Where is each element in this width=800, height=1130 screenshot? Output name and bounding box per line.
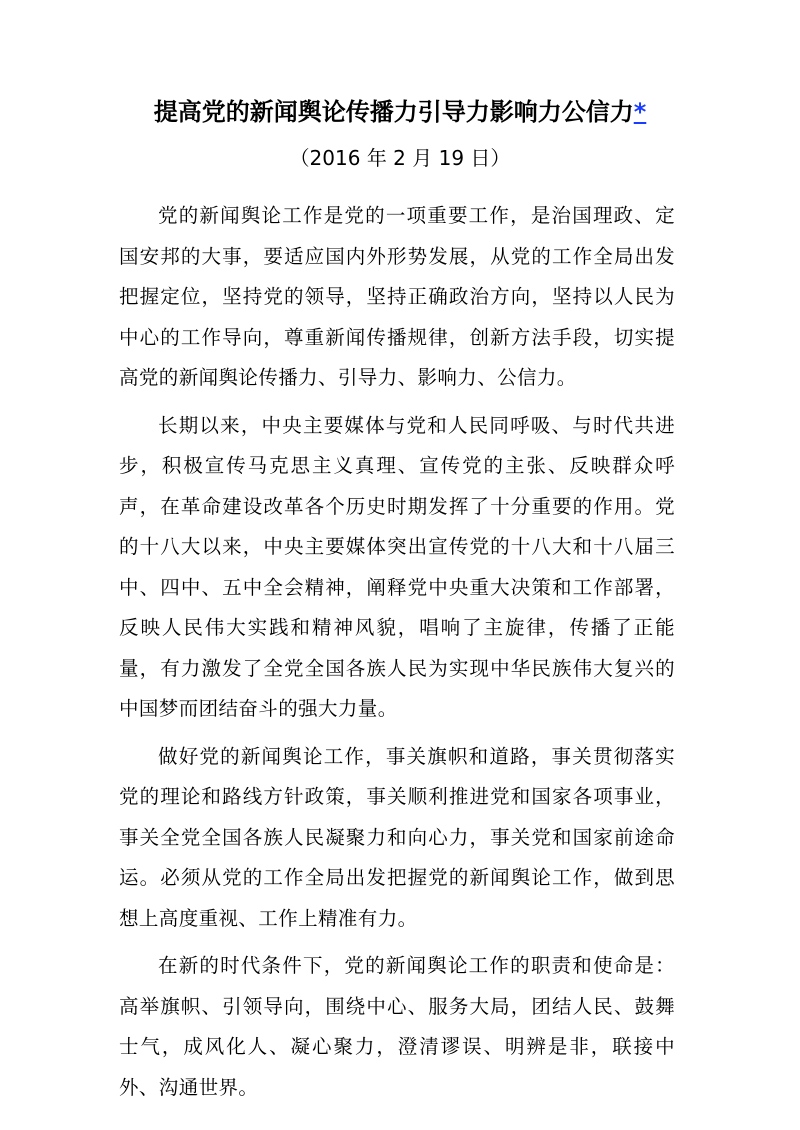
paragraph: 长期以来，中央主要媒体与党和人民同呼吸、与时代共进步，积极宣传马克思主义真理、宣传党的主张、反映群众呼声，在革命建设改革各个历史时期发挥了十分重要的作用。党的十八大以来，中央主要媒体突出宣传党的十八大和十八届三中、四中、五中全会精神，阐释党中央重大决策和工作部署，反映人民伟大实践和精神风貌，唱响了主旋律，传播了正能量，有力激发了全党全国各族人民为实现中华民族伟大复兴的中国梦而团结奋斗的强大力量。 — [119, 413, 675, 720]
document-date: （2016 年 2 月 19 日） — [289, 146, 511, 170]
paragraph: 做好党的新闻舆论工作，事关旗帜和道路，事关贯彻落实党的理论和路线方针政策，事关顺利推进党和国家各项事业，事关全党全国各族人民凝聚力和向心力，事关党和国家前途命运。必须从党的工作全局出发把握党的新闻舆论工作，做到思想上高度重视、工作上精准有力。 — [119, 744, 675, 930]
paragraph: 党的新闻舆论工作是党的一项重要工作，是治国理政、定国安邦的大事，要适应国内外形势发展，从党的工作全局出发把握定位，坚持党的领导，坚持正确政治方向，坚持以人民为中心的工作导向，尊重新闻传播规律，创新方法手段，切实提高党的新闻舆论传播力、引导力、影响力、公信力。 — [119, 204, 675, 389]
document-body — [119, 196, 675, 1115]
title-text: 提高党的新闻舆论传播力引导力影响力公信力 — [153, 98, 634, 126]
page-title — [0, 92, 800, 132]
paragraph: 在新的时代条件下，党的新闻舆论工作的职责和使命是：高举旗帜、引领导向，围绕中心、服务大局，团结人民、鼓舞士气，成风化人、凝心聚力，澄清谬误、明辨是非，联接中外、沟通世界。 — [119, 954, 675, 1099]
footnote-link[interactable]: * — [633, 98, 647, 126]
